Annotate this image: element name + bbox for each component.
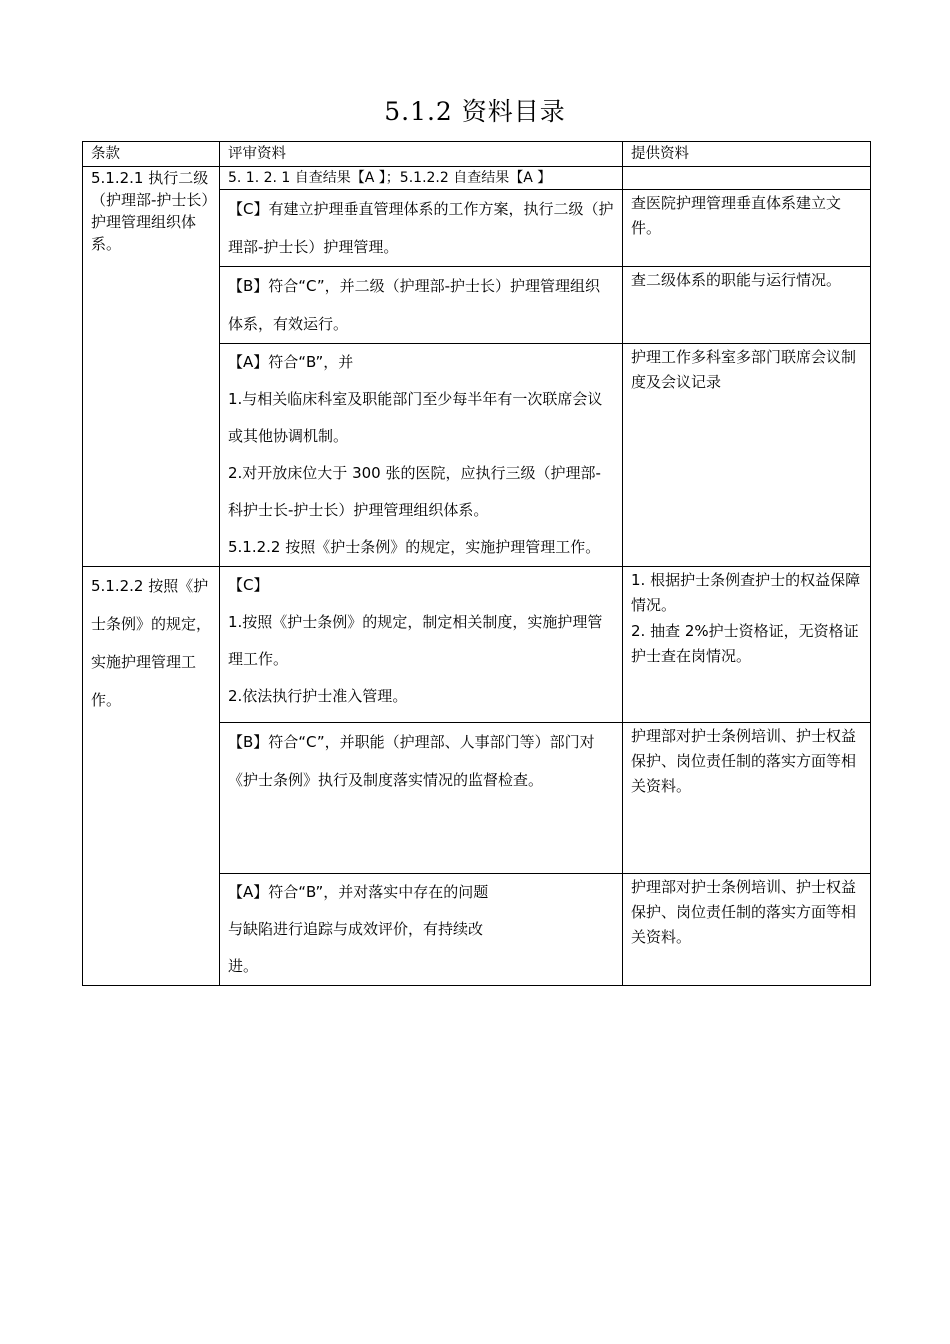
provide-cell	[623, 267, 871, 344]
header-clause: 条款	[83, 142, 220, 167]
review-text: 【B】符合“C”，并职能（护理部、人事部门等）部门对《护士条例》执行及制度落实情况的监督检查。	[228, 733, 595, 789]
table-row	[83, 167, 871, 190]
provide-text: 护理部对护士条例培训、护士权益保护、岗位责任制的落实方面等相关资料。	[631, 727, 857, 795]
review-text: 2.依法执行护士准入管理。	[228, 687, 408, 705]
provide-cell	[623, 190, 871, 267]
review-text: 1.与相关临床科室及职能部门至少每半年有一次联席会议或其他协调机制。	[228, 390, 603, 445]
review-cell	[220, 723, 623, 874]
review-text: 【C】有建立护理垂直管理体系的工作方案，执行二级（护理部-护士长）护理管理。	[228, 200, 614, 256]
table-row	[83, 567, 871, 723]
review-text: 【B】符合“C”，并二级（护理部-护士长）护理管理组织体系，有效运行。	[228, 277, 600, 333]
provide-text: 查二级体系的职能与运行情况。	[631, 271, 842, 289]
review-text: 2.对开放床位大于 300 张的医院，应执行三级（护理部-科护士长-护士长）护理管理组织体系。	[228, 464, 601, 519]
review-cell	[220, 190, 623, 267]
provide-cell	[623, 344, 871, 567]
clause-cell-2: 5.1.2.2 按照《护士条例》的规定，实施护理管理工作。	[83, 567, 220, 986]
review-text: 进。	[228, 957, 259, 975]
provide-text: 1. 根据护士条例查护士的权益保障情况。	[631, 571, 861, 614]
clause-cell-1: 5.1.2.1 执行二级（护理部-护士长）护理管理组织体系。	[83, 167, 220, 567]
review-cell	[220, 874, 623, 986]
provide-cell	[623, 874, 871, 986]
review-text: 5.1.2.2 按照《护士条例》的规定，实施护理管理工作。	[228, 538, 601, 556]
review-text: 1.按照《护士条例》的规定，制定相关制度，实施护理管理工作。	[228, 613, 603, 668]
self-check-result: 5. 1. 2. 1 自查结果【A 】；5.1.2.2 自查结果【A 】	[220, 167, 623, 190]
self-check-provide	[623, 167, 871, 190]
table-header-row	[83, 142, 871, 167]
header-review: 评审资料	[220, 142, 623, 167]
provide-text: 2. 抽查 2%护士资格证，无资格证护士查在岗情况。	[631, 622, 859, 665]
review-text: 【A】符合“B”，并	[228, 353, 354, 371]
provide-cell	[623, 567, 871, 723]
provide-cell	[623, 723, 871, 874]
header-provide: 提供资料	[623, 142, 871, 167]
review-text: 【A】符合“B”，并对落实中存在的问题	[228, 883, 489, 901]
provide-text: 查医院护理管理垂直体系建立文件。	[631, 194, 842, 237]
review-cell	[220, 567, 623, 723]
review-cell	[220, 344, 623, 567]
catalog-table	[82, 141, 871, 986]
review-cell	[220, 267, 623, 344]
provide-text: 护理部对护士条例培训、护士权益保护、岗位责任制的落实方面等相关资料。	[631, 878, 857, 946]
review-text: 与缺陷进行追踪与成效评价，有持续改	[228, 920, 484, 938]
page-title: 5.1.2 资料目录	[384, 97, 566, 126]
provide-text: 护理工作多科室多部门联席会议制度及会议记录	[631, 348, 857, 391]
review-text: 【C】	[228, 576, 269, 594]
